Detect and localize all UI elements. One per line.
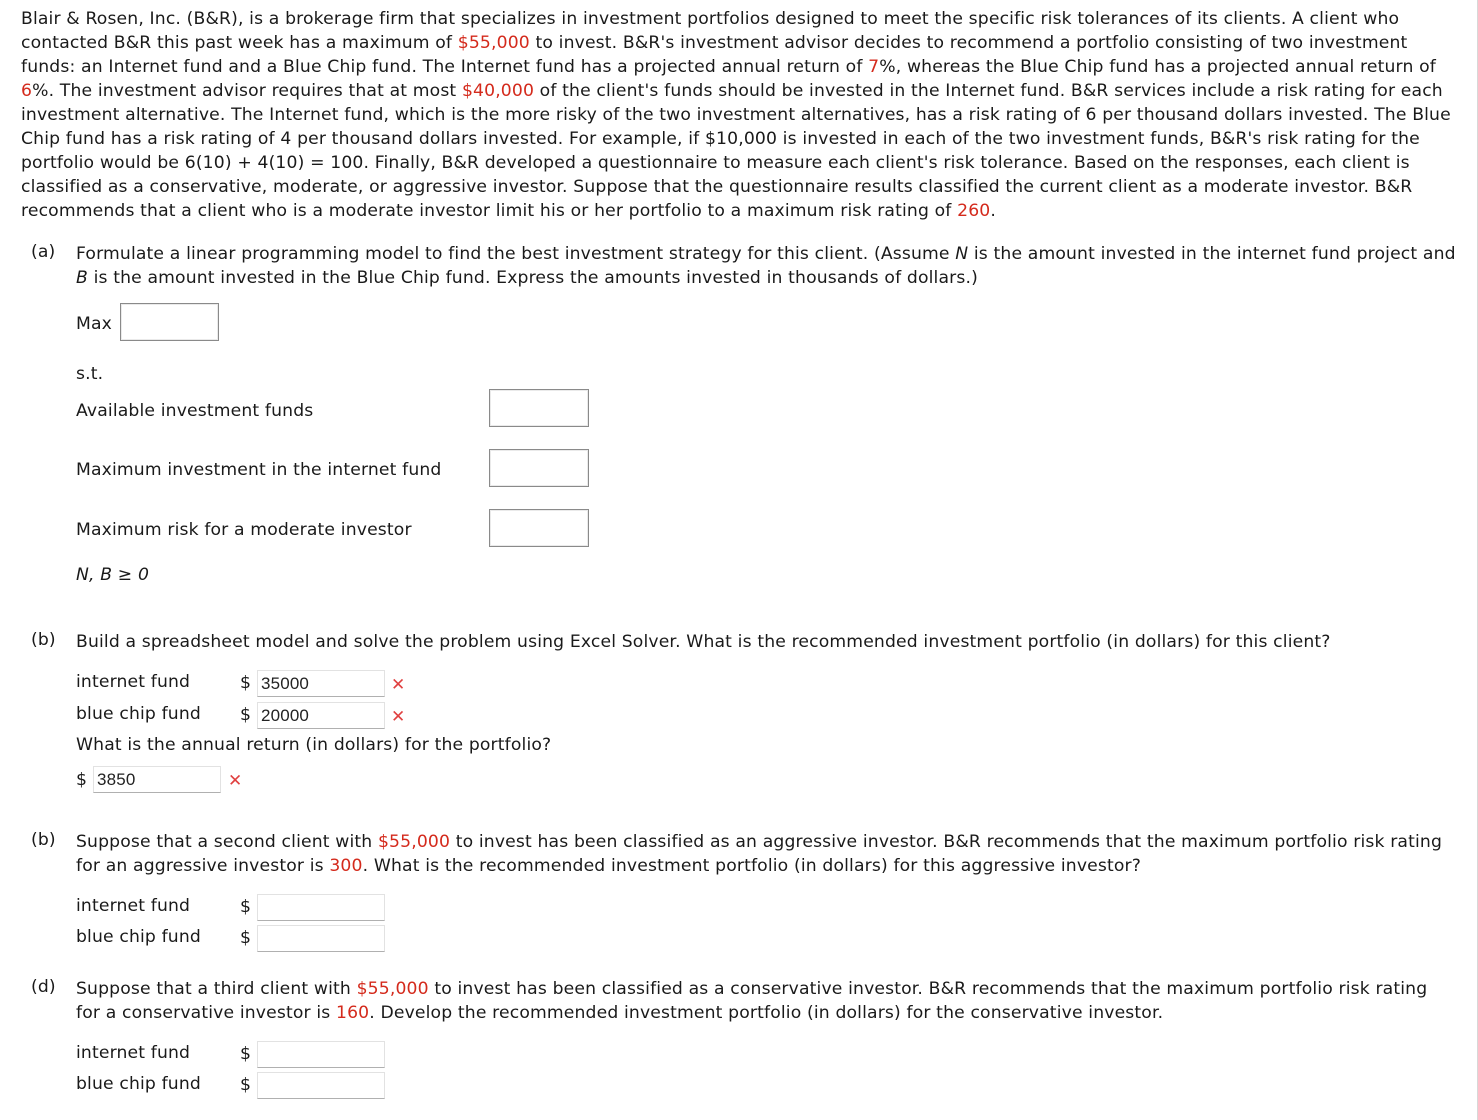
currency-symbol: $ (240, 705, 252, 725)
incorrect-icon: ✕ (228, 771, 243, 791)
aggressive-amount-value: $55,000 (377, 832, 451, 852)
c-internet-input[interactable] (257, 894, 385, 921)
currency-symbol: $ (240, 928, 252, 948)
question-text: . What is the recommended investment portfolio (in dollars) for this aggressive investor? (362, 856, 1142, 876)
part-c-label: (b) (31, 830, 56, 850)
question-text: . Develop the recommended investment portfolio (in dollars) for the conservative investor. (369, 1003, 1164, 1023)
intro-text: %, whereas the Blue Chip fund has a projected annual return of (879, 57, 1436, 77)
aggressive-risk-value: 300 (329, 856, 363, 876)
constraint-funds-input[interactable] (489, 389, 589, 427)
currency-symbol: $ (240, 897, 252, 917)
question-text: to invest has been classified as an aggressive investor. B&R recommends that the maximum portfolio risk rating for an aggressive investor is (76, 832, 1443, 876)
constraint-funds-label: Available investment funds (76, 401, 314, 421)
part-a-label: (a) (31, 242, 56, 262)
max-label: Max (76, 314, 112, 334)
question-text: is the amount invested in the internet fund project and (968, 244, 1456, 264)
c-bluechip-label: blue chip fund (76, 927, 201, 947)
question-text: Suppose that a second client with (76, 832, 378, 852)
intro-text: Blair & Rosen, Inc. (B&R), is a brokerage firm that specializes in investment portfolios designed to meet the specific risk tolerances of its clients. A client who contacted B&R this past week has a maximum of (21, 9, 1400, 53)
currency-symbol: $ (76, 770, 88, 790)
currency-symbol: $ (240, 1075, 252, 1095)
c-bluechip-input[interactable] (257, 925, 385, 952)
b-return-question: What is the annual return (in dollars) for the portfolio? (76, 735, 552, 755)
part-b-question: Build a spreadsheet model and solve the problem using Excel Solver. What is the recommended investment portfolio (in dollars) for this client? (76, 632, 1331, 652)
incorrect-icon: ✕ (391, 707, 406, 727)
c-internet-label: internet fund (76, 896, 191, 916)
question-text: to invest has been classified as a conservative investor. B&R recommends that the maximum portfolio risk rating for a conservative investor is (76, 979, 1428, 1023)
d-internet-input[interactable] (257, 1041, 385, 1068)
part-d-question (76, 977, 1456, 1025)
objective-input[interactable] (120, 303, 219, 341)
constraint-risk-input[interactable] (489, 509, 589, 547)
d-internet-label: internet fund (76, 1043, 191, 1063)
intro-text: . (990, 201, 996, 221)
currency-symbol: $ (240, 673, 252, 693)
conservative-risk-value: 160 (335, 1003, 370, 1023)
b-internet-input[interactable]: 35000 (257, 670, 385, 697)
part-d-label: (d) (31, 977, 56, 997)
variable-b: B (76, 268, 88, 288)
part-c-question (76, 830, 1456, 878)
moderate-risk-value: 260 (957, 201, 991, 221)
b-internet-label: internet fund (76, 672, 191, 692)
intro-text: of the client's funds should be invested in the Internet fund. B&R services include a risk rating for each investment alternative. The Internet fund, which is the more risky of the two investment alternatives, has a risk rating of 6 per thousand dollars invested. The Blue Chip fund has a risk rating of 4 per thousand dollars invested. For example, if $10,000 is invested in each of the two investment funds, B&R's risk rating for the portfolio would be 6(10) + 4(10) = 100. Finally, B&R developed a questionnaire to measure each client's risk tolerance. Based on the responses, each client is classified as a conservative, moderate, or aggressive investor. Suppose that the questionnaire results classified the current client as a moderate investor. B&R recommends that a client who is a moderate investor limit his or her portfolio to a maximum risk rating of (21, 81, 1451, 221)
bluechip-return-value: 6 (21, 81, 33, 101)
d-bluechip-label: blue chip fund (76, 1074, 201, 1094)
part-a-question (76, 242, 1456, 290)
conservative-amount-value: $55,000 (356, 979, 429, 999)
part-b-label: (b) (31, 630, 56, 650)
intro-text: %. The investment advisor requires that at most (32, 81, 462, 101)
intro-text: to invest. B&R's investment advisor decides to recommend a portfolio consisting of two investment funds: an Internet fund and a Blue Chip fund. The Internet fund has a projected annual return of (21, 33, 1408, 77)
d-bluechip-input[interactable] (257, 1072, 385, 1099)
question-text: is the amount invested in the Blue Chip fund. Express the amounts invested in thousands of dollars.) (87, 268, 978, 288)
max-internet-value: $40,000 (461, 81, 535, 101)
question-text: Formulate a linear programming model to find the best investment strategy for this client. (Assume (76, 244, 956, 264)
problem-statement (21, 7, 1461, 223)
currency-symbol: $ (240, 1044, 252, 1064)
b-return-input[interactable]: 3850 (93, 766, 221, 793)
st-label: s.t. (76, 364, 104, 384)
b-bluechip-label: blue chip fund (76, 704, 201, 724)
incorrect-icon: ✕ (391, 675, 406, 695)
nonnegativity-label: N, B ≥ 0 (76, 565, 150, 585)
b-bluechip-input[interactable]: 20000 (257, 702, 385, 729)
constraint-internet-input[interactable] (489, 449, 589, 487)
constraint-internet-label: Maximum investment in the internet fund (76, 460, 442, 480)
variable-n: N (955, 244, 969, 264)
constraint-risk-label: Maximum risk for a moderate investor (76, 520, 412, 540)
max-investment-value: $55,000 (457, 33, 530, 53)
question-text: Suppose that a third client with (76, 979, 357, 999)
internet-return-value: 7 (868, 57, 880, 77)
